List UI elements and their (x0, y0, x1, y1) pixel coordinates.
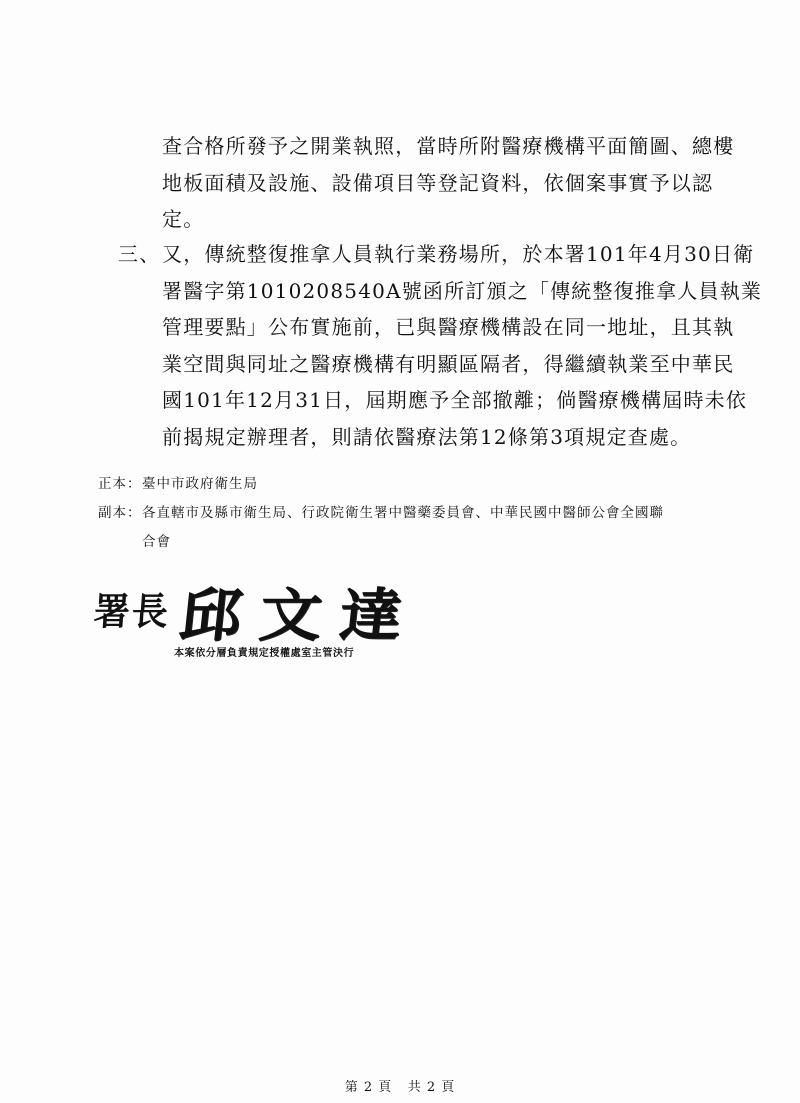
copy-recipient-continued (98, 528, 738, 557)
copy-recipient-value: 各直轄市及縣市衛生局、行政院衛生署中醫藥委員會、中華民國中醫師公會全國聯 (142, 505, 664, 521)
body-line: 管理要點」公布實施前，已與醫療機構設在同一地址，且其執 (162, 315, 735, 339)
body-line: 前揭規定辦理者，則請依醫療法第12條第3項規定查處。 (162, 424, 692, 449)
signatory-name: 邱文達 (175, 581, 424, 649)
copy-recipient (98, 499, 738, 528)
page-number: 第 2 頁 (344, 1080, 393, 1095)
item-number: 三、 (118, 242, 161, 266)
body-line: 業空間與同址之醫療機構有明顯區隔者，得繼續執業至中華民 (162, 351, 735, 376)
main-recipient (98, 470, 738, 499)
body-line: 查合格所發予之開業執照，當時所附醫療機構平面簡圖、總樓 (162, 134, 735, 158)
item2-continuation (162, 128, 735, 238)
copy-recipient-label: 副本： (98, 505, 142, 521)
page-total: 共 2 頁 (407, 1080, 456, 1095)
main-recipient-value: 臺中市政府衛生局 (142, 476, 258, 492)
signatory-title: 署長 (92, 590, 172, 635)
delegation-note: 本案依分層負責規定授權處室主管決行 (174, 648, 355, 659)
main-recipient-label: 正本： (98, 476, 142, 492)
body-line: 地板面積及設施、設備項目等登記資料，依個案事實予以認 (162, 170, 714, 195)
body-line: 定。 (162, 207, 205, 231)
copy-recipient-value-continued: 合會 (142, 534, 171, 550)
page-footer (0, 1076, 800, 1095)
body-line: 署醫字第1010208540A號函所訂頒之「傳統整復推拿人員執業 (162, 278, 763, 303)
body-line: 國101年12月31日，屆期應予全部撤離；倘醫療機構屆時未依 (162, 388, 748, 412)
recipients-block (98, 470, 738, 557)
signature-block (92, 566, 424, 649)
body-line: 又，傳統整復推拿人員執行業務場所，於本署101年4月30日衛 (162, 242, 755, 266)
